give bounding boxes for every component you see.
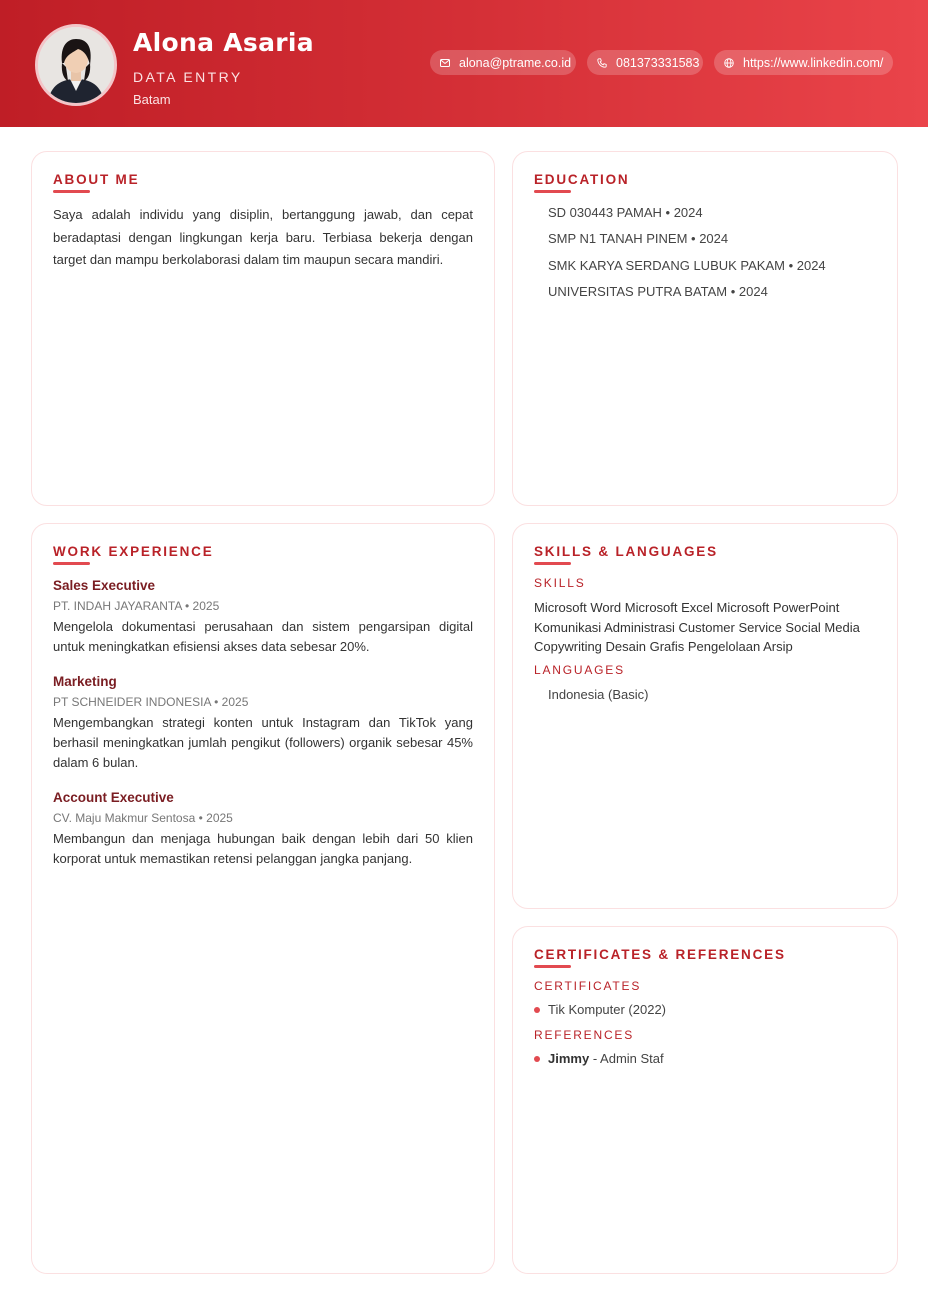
job-meta: PT. INDAH JAYARANTA • 2025 [53,599,220,613]
bullet-icon [534,1007,540,1013]
certificates-references-card [512,926,898,1274]
skills-list: Microsoft Word Microsoft Excel Microsoft PowerPoint Komunikasi Administrasi Customer Service Social Media Copywriting Desain Grafis Pengelolaan Arsip [534,600,860,654]
certificates-label: CERTIFICATES [534,979,642,993]
education-item: UNIVERSITAS PUTRA BATAM • 2024 [548,283,768,299]
language-item: Indonesia (Basic) [548,687,649,702]
candidate-role: DATA ENTRY [133,69,243,85]
header [0,0,928,127]
about-text: Saya adalah individu yang disiplin, bertanggung jawab, dan cepat beradaptasi dengan lingkungan kerja baru. Terbiasa bekerja dengan target dan mampu berkolaborasi dalam tim maupun secara mandiri. [53,207,473,267]
candidate-city: Batam [133,92,171,107]
job-meta: CV. Maju Makmur Sentosa • 2025 [53,811,233,825]
reference-item [534,1051,664,1066]
phone-text: 081373331583 [616,55,700,70]
skills-languages-card [512,523,898,909]
linkedin-text: https://www.linkedin.com/ [743,55,884,70]
job-description: Membangun dan menjaga hubungan baik dengan lebih dari 50 klien korporat untuk memastikan retensi pelanggan jangka panjang. [53,831,473,866]
job-description: Mengembangkan strategi konten untuk Instagram dan TikTok yang berhasil meningkatkan jumlah pengikut (followers) organik sebesar 45% dalam 6 bulan. [53,715,473,770]
job-entry [53,789,473,869]
job-entry [53,577,473,657]
education-list [548,204,826,309]
certificate-text: Tik Komputer (2022) [548,1002,667,1017]
profile-photo [38,27,114,103]
phone-icon [597,58,607,68]
candidate-name: Alona Asaria [133,28,314,57]
references-label: REFERENCES [534,1028,635,1042]
job-meta: PT SCHNEIDER INDONESIA • 2025 [53,695,249,709]
title-underline [53,190,90,193]
email-text: alona@ptrame.co.id [459,55,572,70]
work-experience-card [31,523,495,1274]
education-item: SMK KARYA SERDANG LUBUK PAKAM • 2024 [548,257,826,273]
job-title: Account Executive [53,790,174,805]
languages-label: LANGUAGES [534,663,625,677]
education-title: EDUCATION [534,172,630,187]
title-underline [534,190,571,193]
education-item: SMP N1 TANAH PINEM • 2024 [548,231,729,247]
work-title: WORK EXPERIENCE [53,544,214,559]
linkedin-pill[interactable] [714,50,893,75]
title-underline [534,562,571,565]
about-title: ABOUT ME [53,172,140,187]
reference-name: Jimmy [548,1051,590,1066]
title-underline [53,562,90,565]
job-description: Mengelola dokumentasi perusahaan dan sistem pengarsipan digital untuk meningkatkan efisiensi akses data sebesar 20%. [53,619,473,654]
job-entry [53,673,473,773]
certificate-item [534,1002,666,1017]
job-title: Marketing [53,674,117,689]
email-pill[interactable] [430,50,576,75]
globe-icon [724,58,734,68]
skills-label: SKILLS [534,576,586,590]
skills-title: SKILLS & LANGUAGES [534,544,718,559]
reference-role: - Admin Staf [589,1051,664,1066]
education-card [512,151,898,506]
certs-title: CERTIFICATES & REFERENCES [534,947,786,962]
avatar [35,24,117,106]
education-item: SD 030443 PAMAH • 2024 [548,205,703,220]
mail-icon [440,58,450,68]
job-title: Sales Executive [53,578,156,593]
about-card [31,151,495,506]
phone-pill[interactable] [587,50,703,75]
title-underline [534,965,571,968]
bullet-icon [534,1056,540,1062]
